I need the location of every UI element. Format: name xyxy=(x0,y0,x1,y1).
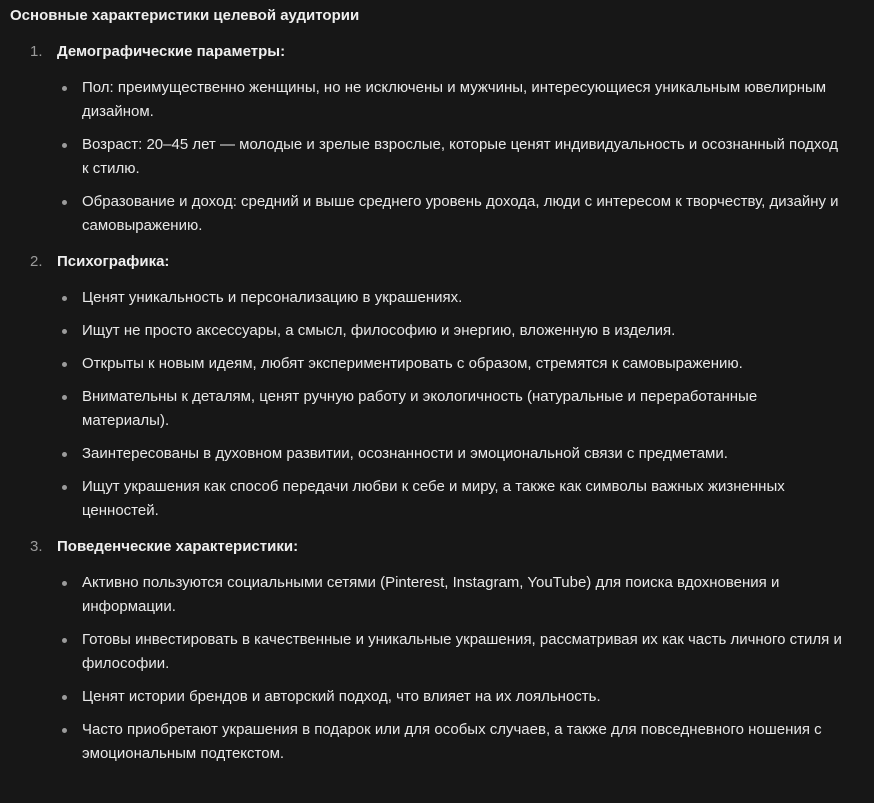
list-item xyxy=(10,190,860,238)
bullet-list xyxy=(10,571,860,766)
list-item-text: Возраст: 20–45 лет — молодые и зрелые взрослые, которые ценят индивидуальность и осознанный подход к стилю. xyxy=(82,136,839,177)
list-item xyxy=(10,133,860,181)
section-heading: Демографические параметры: xyxy=(57,43,286,60)
bullet-icon xyxy=(62,452,67,457)
section-heading-row xyxy=(10,40,860,64)
list-item xyxy=(10,571,860,619)
list-item xyxy=(10,442,860,466)
list-item-text: Часто приобретают украшения в подарок или для особых случаев, а также для повседневного ношения с эмоциональным подтекстом. xyxy=(82,721,822,762)
list-number: 3. xyxy=(30,538,43,555)
bullet-icon xyxy=(62,362,67,367)
bullet-icon xyxy=(62,695,67,700)
list-item-text: Внимательны к деталям, ценят ручную работу и экологичность (натуральные и переработанные материалы). xyxy=(82,388,758,429)
bullet-list xyxy=(10,286,860,523)
bullet-icon xyxy=(62,638,67,643)
section-heading: Психографика: xyxy=(57,253,170,270)
document-title: Основные характеристики целевой аудитории xyxy=(10,7,360,24)
list-item-text: Открыты к новым идеям, любят экспериментировать с образом, стремятся к самовыражению. xyxy=(82,355,743,372)
list-item xyxy=(10,352,860,376)
bullet-icon xyxy=(62,200,67,205)
list-number: 2. xyxy=(30,253,43,270)
list-item-text: Ищут не просто аксессуары, а смысл, философию и энергию, вложенную в изделия. xyxy=(82,322,676,339)
list-item-text: Заинтересованы в духовном развитии, осознанности и эмоциональной связи с предметами. xyxy=(82,445,728,462)
list-item-text: Образование и доход: средний и выше среднего уровень дохода, люди с интересом к творчеству, дизайну и самовыражению. xyxy=(82,193,839,234)
list-item-text: Пол: преимущественно женщины, но не исключены и мужчины, интересующиеся уникальным ювелирным дизайном. xyxy=(82,79,827,120)
section-heading: Поведенческие характеристики: xyxy=(57,538,299,555)
list-item-text: Ценят истории брендов и авторский подход, что влияет на их лояльность. xyxy=(82,688,601,705)
bullet-icon xyxy=(62,728,67,733)
list-item xyxy=(10,475,860,523)
numbered-section-behavioral xyxy=(10,535,860,766)
list-item-text: Ценят уникальность и персонализацию в украшениях. xyxy=(82,289,463,306)
list-item xyxy=(10,76,860,124)
list-item xyxy=(10,319,860,343)
bullet-icon xyxy=(62,395,67,400)
list-item-text: Готовы инвестировать в качественные и уникальные украшения, рассматривая их как часть личного стиля и философии. xyxy=(82,631,842,672)
list-number: 1. xyxy=(30,43,43,60)
bullet-icon xyxy=(62,485,67,490)
numbered-section-demographics xyxy=(10,40,860,238)
bullet-icon xyxy=(62,581,67,586)
list-item-text: Ищут украшения как способ передачи любви к себе и миру, а также как символы важных жизненных ценностей. xyxy=(82,478,785,519)
list-item-text: Активно пользуются социальными сетями (Pinterest, Instagram, YouTube) для поиска вдохновения и информации. xyxy=(82,574,780,615)
bullet-icon xyxy=(62,86,67,91)
list-item xyxy=(10,628,860,676)
list-item xyxy=(10,685,860,709)
list-item xyxy=(10,385,860,433)
section-heading-row xyxy=(10,535,860,559)
bullet-icon xyxy=(62,329,67,334)
numbered-section-psychographics xyxy=(10,250,860,523)
section-heading-row xyxy=(10,250,860,274)
list-item xyxy=(10,286,860,310)
bullet-list xyxy=(10,76,860,238)
bullet-icon xyxy=(62,296,67,301)
bullet-icon xyxy=(62,143,67,148)
list-item xyxy=(10,718,860,766)
